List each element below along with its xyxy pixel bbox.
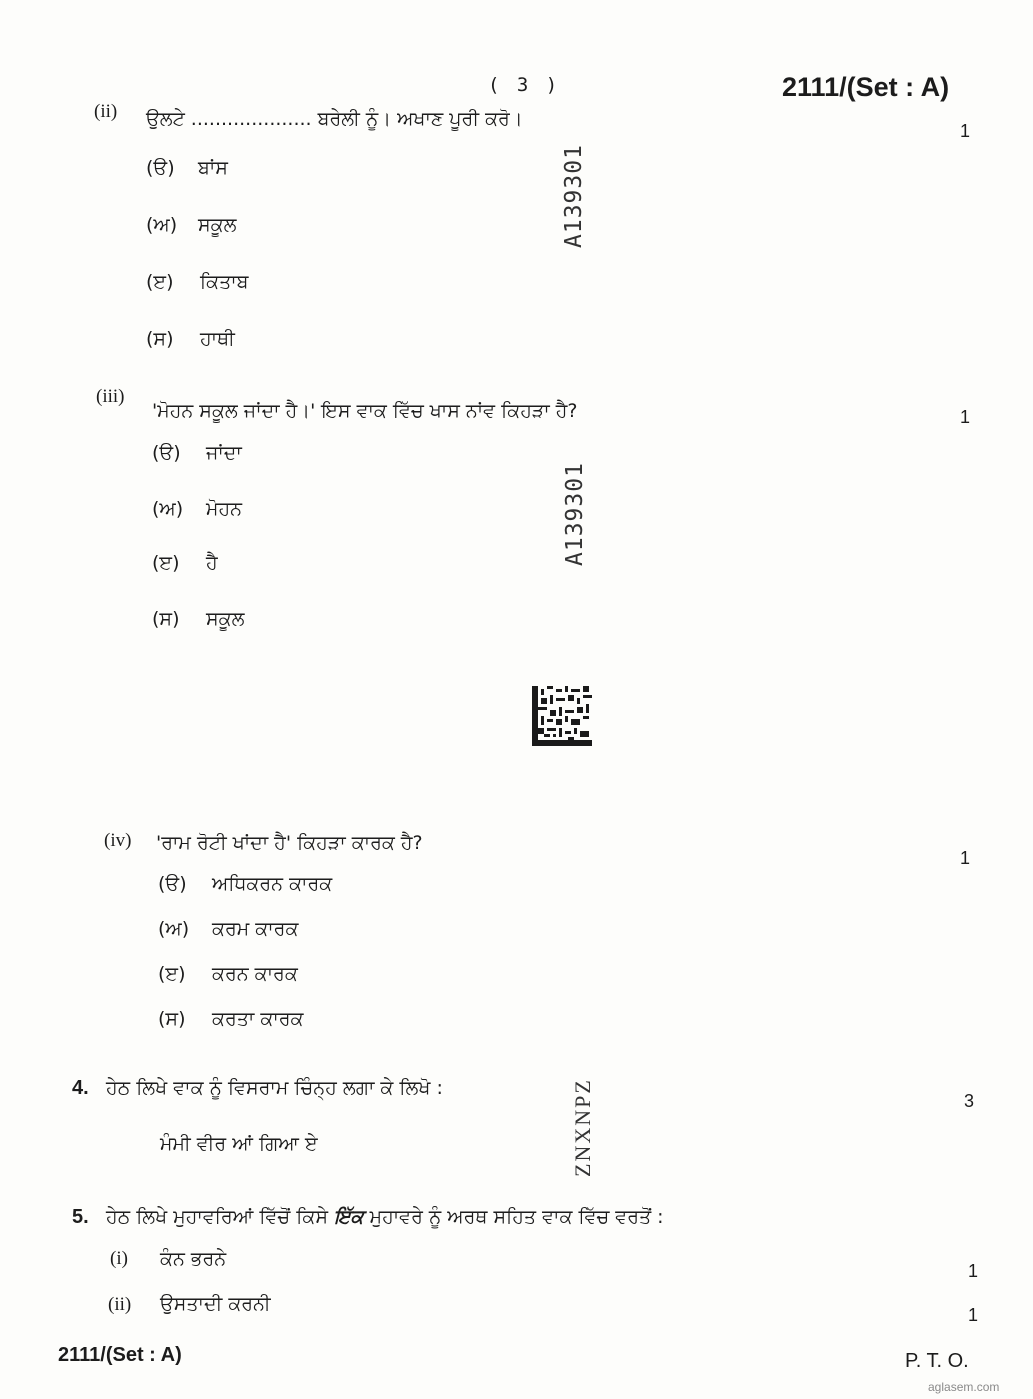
marks: 1 xyxy=(960,121,971,141)
option-text: ਜਾਂਦਾ xyxy=(206,442,242,464)
item-label: (ii) xyxy=(108,1294,132,1315)
page-number: ( 3 ) xyxy=(488,74,561,96)
serial-stamp: A139301 xyxy=(562,462,588,566)
question-text: ਹੇਠ ਲਿਖੇ ਵਾਕ ਨੂੰ ਵਿਸਰਾਮ ਚਿੰਨ੍ਹ ਲਗਾ ਕੇ ਲਿਖੋ : xyxy=(106,1077,443,1099)
qr-code-icon xyxy=(532,686,592,746)
question-label: (iii) xyxy=(96,386,125,407)
serial-stamp: A139301 xyxy=(561,144,587,248)
question-number: 4. xyxy=(72,1077,89,1099)
option-label: (ਸ) xyxy=(152,608,180,630)
question-label: (iv) xyxy=(104,830,132,851)
option-label: (ੲ) xyxy=(146,271,174,293)
paper-code-footer: 2111/(Set : A) xyxy=(58,1344,182,1366)
question-text xyxy=(106,1206,664,1228)
option-text: ਕਿਤਾਬ xyxy=(200,271,249,293)
question-number: 5. xyxy=(72,1206,89,1228)
pto-label: P. T. O. xyxy=(905,1350,969,1372)
question-text: 'ਰਾਮ ਰੋਟੀ ਖਾਂਦਾ ਹੈ' ਕਿਹੜਾ ਕਾਰਕ ਹੈ? xyxy=(156,832,423,854)
question-text-end: ਮੁਹਾਵਰੇ ਨੂੰ ਅਰਥ ਸਹਿਤ ਵਾਕ ਵਿੱਚ ਵਰਤੋਂ : xyxy=(369,1206,664,1228)
option-label: (ਅ) xyxy=(146,214,178,236)
option-label: (ੲ) xyxy=(152,552,180,574)
watermark: aglasem.com xyxy=(928,1380,1000,1394)
item-text: ਉਸਤਾਦੀ ਕਰਨੀ xyxy=(160,1293,271,1315)
option-text: ਸਕੂਲ xyxy=(198,214,237,236)
option-text: ਹੈ xyxy=(206,552,218,574)
option-text: ਕਰਤਾ ਕਾਰਕ xyxy=(212,1008,304,1030)
option-text: ਹਾਥੀ xyxy=(200,328,235,350)
sentence: ਮੰਮੀ ਵੀਰ ਆਂ ਗਿਆ ਏ xyxy=(160,1133,318,1155)
option-text: ਬਾਂਸ xyxy=(198,157,228,179)
option-label: (ਸ) xyxy=(146,328,174,350)
item-text: ਕੰਨ ਭਰਨੇ xyxy=(160,1248,227,1270)
marks: 1 xyxy=(960,848,971,868)
option-label: (ੳ) xyxy=(158,873,187,895)
option-text: ਸਕੂਲ xyxy=(206,608,245,630)
question-text: 'ਮੋਹਨ ਸਕੂਲ ਜਾਂਦਾ ਹੈ।' ਇਸ ਵਾਕ ਵਿੱਚ ਖਾਸ ਨਾਂਵ ਕਿਹੜਾ ਹੈ? xyxy=(152,400,578,422)
option-label: (ੳ) xyxy=(146,157,175,179)
option-text: ਮੋਹਨ xyxy=(206,498,243,520)
option-text: ਕਰਮ ਕਾਰਕ xyxy=(212,918,299,940)
option-label: (ਅ) xyxy=(152,498,184,520)
question-label: (ii) xyxy=(94,101,118,122)
option-label: (ੳ) xyxy=(152,442,181,464)
option-label: (ੲ) xyxy=(158,963,186,985)
marks: 3 xyxy=(964,1091,975,1111)
item-label: (i) xyxy=(110,1248,128,1269)
option-label: (ਸ) xyxy=(158,1008,186,1030)
option-label: (ਅ) xyxy=(158,918,190,940)
paper-code-header: 2111/(Set : A) xyxy=(782,72,950,102)
emphasis-text: ਇੱਕ xyxy=(334,1206,364,1228)
marks: 1 xyxy=(960,407,971,427)
question-text: ਉਲਟੇ .................... ਬਰੇਲੀ ਨੂੰ। ਅਖਾਣ ਪੂਰੀ ਕਰੋ। xyxy=(146,108,523,130)
question-text-start: ਹੇਠ ਲਿਖੇ ਮੁਹਾਵਰਿਆਂ ਵਿੱਚੋਂ ਕਿਸੇ xyxy=(106,1206,328,1228)
option-text: ਅਧਿਕਰਨ ਕਾਰਕ xyxy=(212,873,333,895)
option-text: ਕਰਨ ਕਾਰਕ xyxy=(212,963,298,985)
marks: 1 xyxy=(968,1305,979,1325)
marks: 1 xyxy=(968,1261,979,1281)
code-stamp: ZNXNPZ xyxy=(570,1078,595,1177)
